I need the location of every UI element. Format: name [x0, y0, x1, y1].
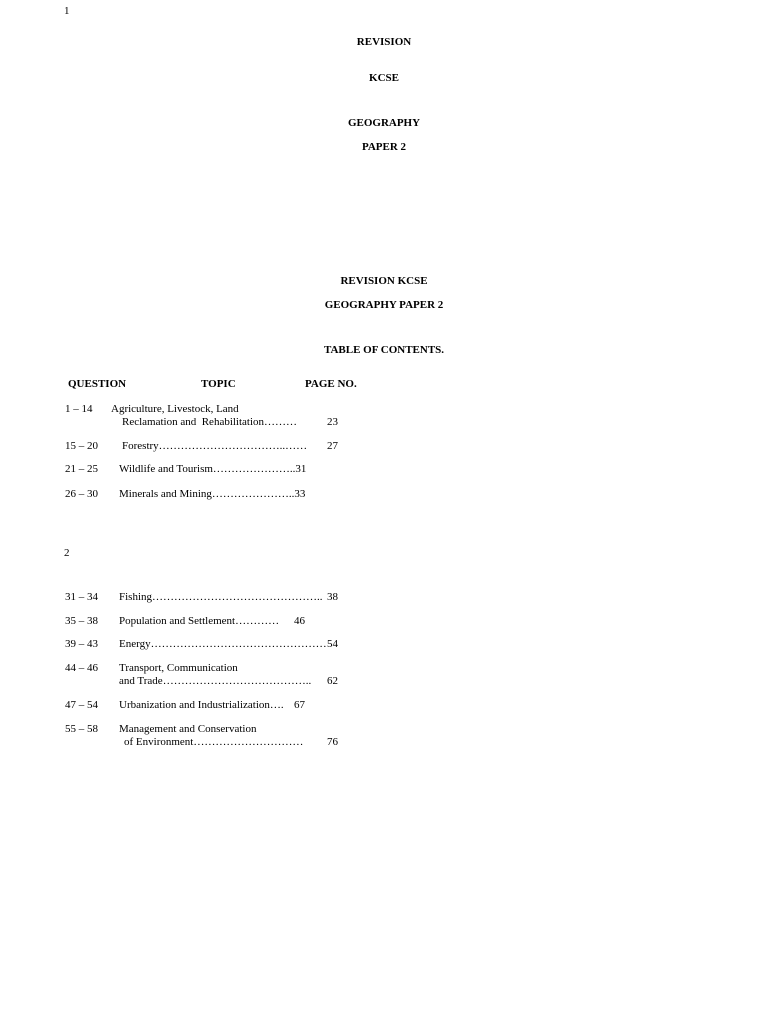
toc-row-question: 44 – 46: [65, 662, 98, 674]
toc-header-topic: TOPIC: [201, 378, 236, 390]
page-number: 1: [64, 5, 70, 17]
toc-row-topic: Minerals and Mining…………………..33: [119, 488, 306, 500]
toc-row-page: 62: [327, 675, 338, 687]
toc-row-topic: Wildlife and Tourism…………………..31: [119, 463, 307, 475]
title-revision: REVISION: [356, 36, 412, 48]
toc-row-question: 21 – 25: [65, 463, 98, 475]
toc-row-topic: Population and Settlement…………: [119, 615, 280, 627]
toc-row-topic-cont: of Environment…………………………: [124, 736, 304, 748]
toc-row-page: 46: [294, 615, 305, 627]
subtitle-revision-kcse: REVISION KCSE: [340, 275, 428, 287]
toc-row-page: 27: [327, 440, 338, 452]
toc-row-topic: Agriculture, Livestock, Land: [111, 403, 239, 415]
toc-row-question: 1 – 14: [65, 403, 93, 415]
toc-header-question: QUESTION: [68, 378, 127, 390]
toc-row-topic: Energy…………………………………………: [119, 638, 327, 650]
title-kcse: KCSE: [369, 72, 399, 84]
title-geography: GEOGRAPHY: [347, 117, 421, 129]
subtitle-geography-paper: GEOGRAPHY PAPER 2: [324, 299, 444, 311]
toc-header-page: PAGE NO.: [305, 378, 357, 390]
toc-row-page: 38: [327, 591, 338, 603]
toc-row-question: 47 – 54: [65, 699, 98, 711]
toc-row-topic: Transport, Communication: [119, 662, 238, 674]
toc-row-question: 31 – 34: [65, 591, 98, 603]
toc-row-page: 67: [294, 699, 305, 711]
toc-row-page: 54: [327, 638, 338, 650]
toc-row-question: 26 – 30: [65, 488, 98, 500]
toc-title: TABLE OF CONTENTS.: [323, 344, 445, 356]
toc-row-question: 55 – 58: [65, 723, 98, 735]
title-paper: PAPER 2: [361, 141, 407, 153]
toc-row-question: 35 – 38: [65, 615, 98, 627]
toc-row-question: 15 – 20: [65, 440, 98, 452]
toc-row-topic-cont: and Trade…………………………………..: [119, 675, 312, 687]
toc-row-page: 76: [327, 736, 338, 748]
page-number: 2: [64, 547, 70, 559]
toc-row-topic: Urbanization and Industrialization….: [119, 699, 284, 711]
toc-row-topic-cont: Reclamation and Rehabilitation………: [122, 416, 298, 428]
toc-row-topic: Forestry……………………………..……: [122, 440, 308, 452]
toc-row-page: 23: [327, 416, 338, 428]
toc-row-question: 39 – 43: [65, 638, 98, 650]
toc-row-topic: Management and Conservation: [119, 723, 257, 735]
toc-row-topic: Fishing………………………………………..: [119, 591, 323, 603]
